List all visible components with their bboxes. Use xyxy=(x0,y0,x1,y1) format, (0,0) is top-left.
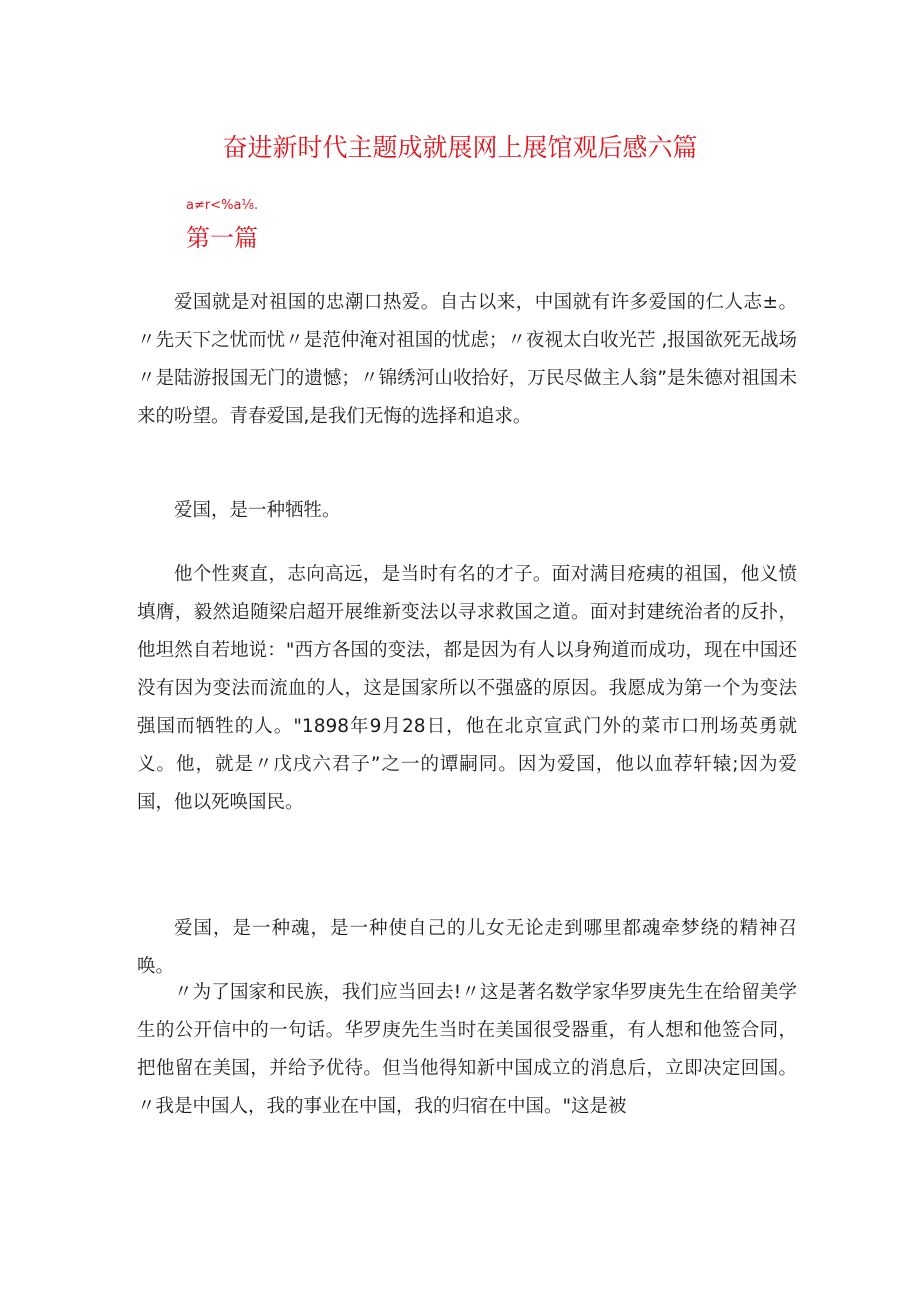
section-heading: 第一篇 xyxy=(186,224,258,252)
paragraph-4: 爱国，是一种魂，是一种使自己的儿女无论走到哪里都魂牵梦绕的精神召唤。 xyxy=(137,918,797,977)
paragraph-5: 〃为了国家和民族，我们应当回去!〃这是著名数学家华罗庚先生在给留美学生的公开信中的一句话。华罗庚先生当时在美国很受器重，有人想和他签合同，把他留在美国，并给予优待。但当他得知新中国成立的消息后，立即决定回国。〃我是中国人，我的事业在中国，我的归宿在中国。"这是被 xyxy=(137,982,797,1117)
document-title: 奋进新时代主题成就展网上展馆观后感六篇 xyxy=(222,133,698,162)
garbled-subtitle: a≠r<%a⅛. xyxy=(186,198,259,213)
paragraph-2: 爱国，是一种牺牲。 xyxy=(174,500,341,521)
paragraph-3: 他个性爽直，志向高远，是当时有名的才子。面对满目疮痍的祖国，他义愤填膺，毅然追随梁启超开展维新变法以寻求救国之道。面对封建统治者的反扑，他坦然自若地说："西方各国的变法，都是因为有人以身殉道而成功，现在中国还没有因为变法而流血的人，这是国家所以不强盛的原因。我愿成为第一个为变法强国而牺牲的人。"1898年9月28日，他在北京宣武门外的菜市口刑场英勇就义。他，就是〃戊戌六君子”之一的谭嗣同。因为爱国，他以血荐轩辕;因为爱国，他以死唤国民。 xyxy=(137,564,797,813)
paragraph-1: 爱国就是对祖国的忠潮口热爱。自古以来，中国就有许多爱国的仁人志±。〃先天下之忧而忧〃是范仲淹对祖国的忧虑；〃夜视太白收光芒 ,报国欲死无战场〃是陆游报国无门的遗憾；〃锦绣河山收拾好，万民尽做主人翁”是朱德对祖国未来的吩望。青春爱国,是我们无悔的选择和追求。 xyxy=(137,292,797,427)
